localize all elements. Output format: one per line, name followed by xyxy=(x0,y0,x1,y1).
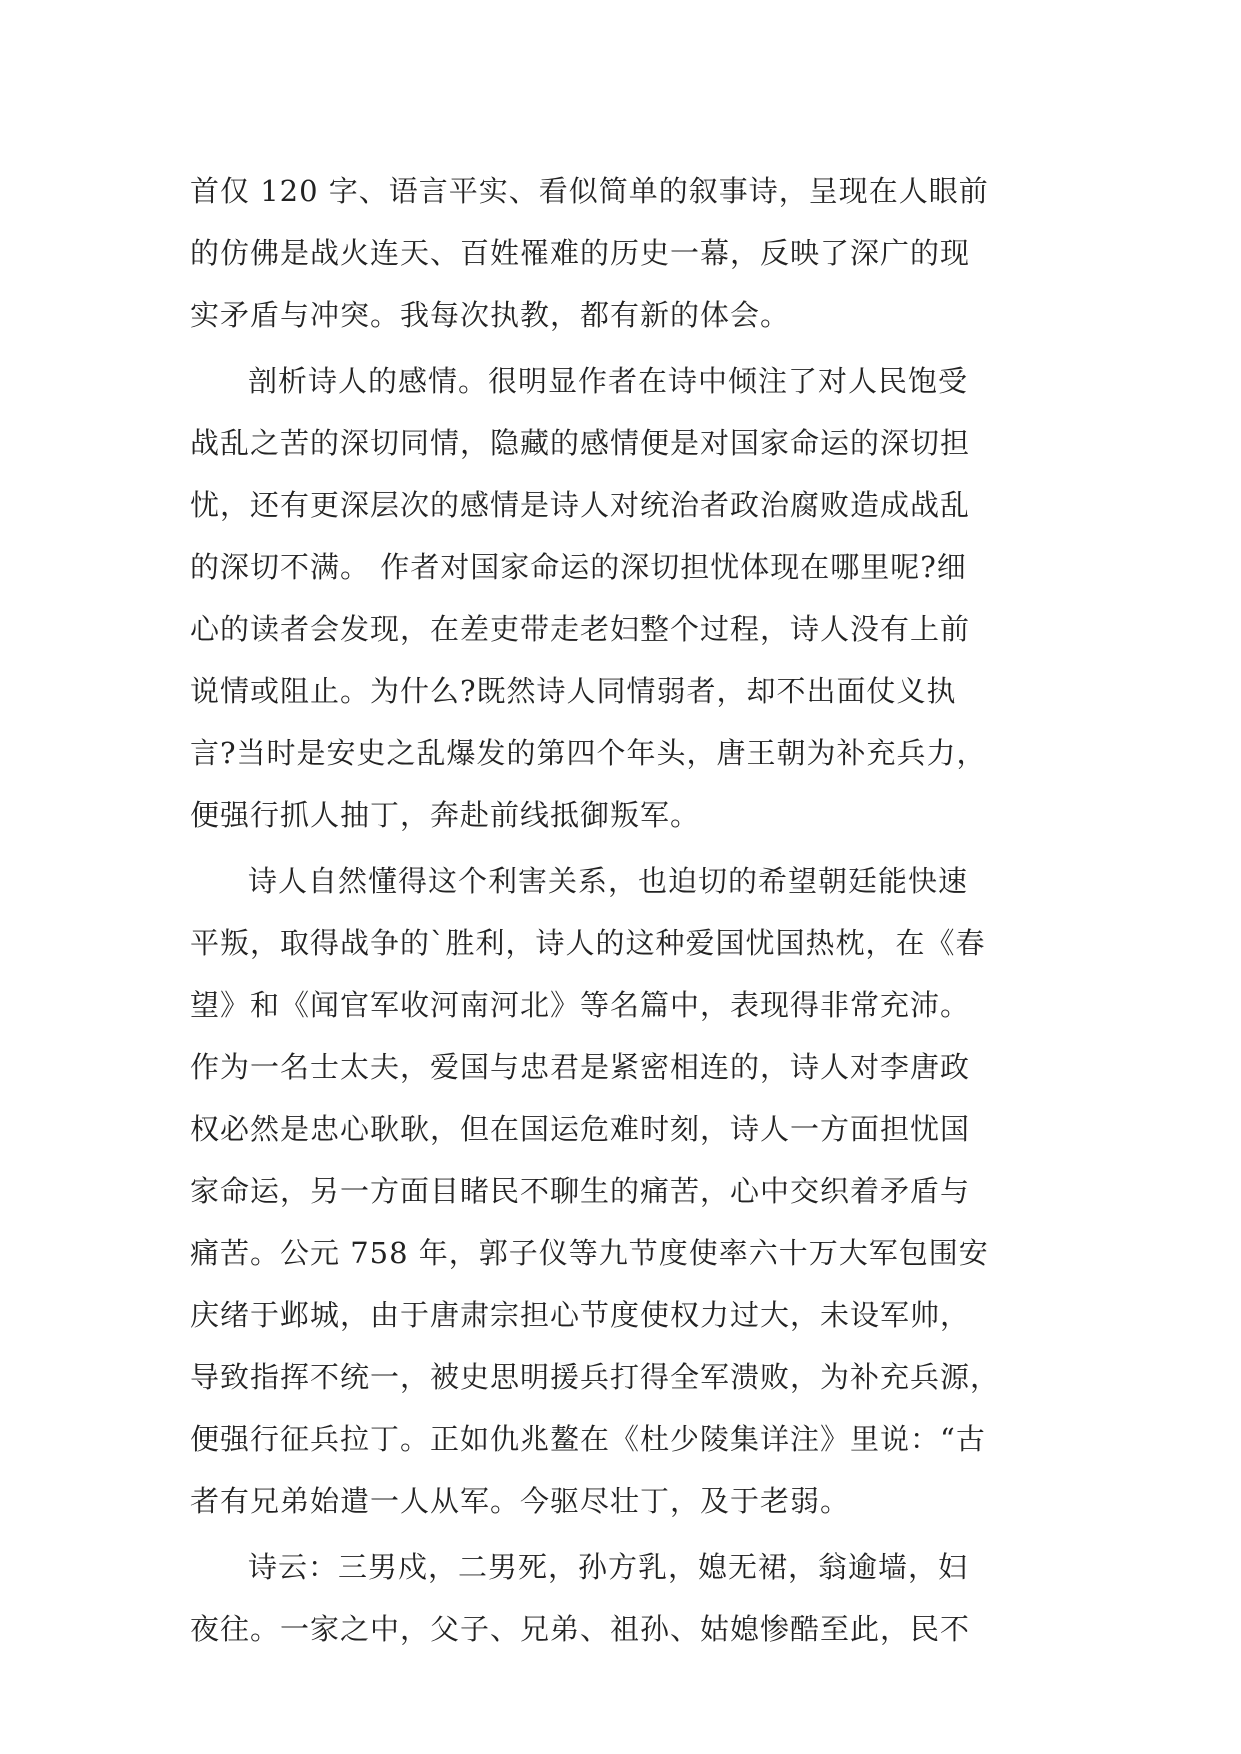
text-line: 言?当时是安史之乱爆发的第四个年头，唐王朝为补充兵力， xyxy=(190,736,987,770)
text-line: 者有兄弟始遣一人从军。今驱尽壮丁，及于老弱。 xyxy=(190,1484,851,1518)
text-line: 望》和《闻官军收河南河北》等名篇中，表现得非常充沛。 xyxy=(190,988,971,1022)
document-body xyxy=(190,160,1050,1660)
text-line: 的深切不满。 作者对国家命运的深切担忧体现在哪里呢?细 xyxy=(190,550,967,584)
paragraph-1 xyxy=(190,160,1050,346)
text-line: 庆绪于邺城，由于唐肃宗担心节度使权力过大，未设军帅， xyxy=(190,1298,971,1332)
text-line: 痛苦。公元 758 年，郭子仪等九节度使率六十万大军包围安 xyxy=(190,1236,989,1270)
text-line: 夜往。一家之中，父子、兄弟、祖孙、姑媳惨酷至此，民不 xyxy=(190,1612,971,1646)
text-line: 剖析诗人的感情。很明显作者在诗中倾注了对人民饱受 xyxy=(248,364,969,398)
text-line: 作为一名士太夫，爱国与忠君是紧密相连的，诗人对李唐政 xyxy=(190,1050,971,1084)
text-line: 平叛，取得战争的`胜利，诗人的这种爱国忧国热枕，在《春 xyxy=(190,926,986,960)
text-line: 导致指挥不统一，被史思明援兵打得全军溃败，为补充兵源， xyxy=(190,1360,1001,1394)
paragraph-2 xyxy=(190,350,1050,846)
text-line: 便强行抓人抽丁，奔赴前线抵御叛军。 xyxy=(190,798,701,832)
paragraph-3 xyxy=(190,850,1050,1532)
text-line: 诗人自然懂得这个利害关系，也迫切的希望朝廷能快速 xyxy=(248,864,969,898)
text-line: 忧，还有更深层次的感情是诗人对统治者政治腐败造成战乱 xyxy=(190,488,971,522)
text-line: 首仅 120 字、语言平实、看似简单的叙事诗，呈现在人眼前 xyxy=(190,174,989,208)
text-line: 实矛盾与冲突。我每次执教，都有新的体会。 xyxy=(190,298,791,332)
paragraph-4 xyxy=(190,1536,1050,1660)
text-line: 心的读者会发现，在差吏带走老妇整个过程，诗人没有上前 xyxy=(190,612,971,646)
text-line: 说情或阻止。为什么?既然诗人同情弱者，却不出面仗义执 xyxy=(190,674,957,708)
text-line: 权必然是忠心耿耿，但在国运危难时刻，诗人一方面担忧国 xyxy=(190,1112,971,1146)
text-line: 便强行征兵拉丁。正如仇兆鳌在《杜少陵集详注》里说：“古 xyxy=(190,1422,986,1456)
text-line: 家命运，另一方面目睹民不聊生的痛苦，心中交织着矛盾与 xyxy=(190,1174,971,1208)
text-line: 的仿佛是战火连天、百姓罹难的历史一幕，反映了深广的现 xyxy=(190,236,971,270)
text-line: 战乱之苦的深切同情，隐藏的感情便是对国家命运的深切担 xyxy=(190,426,971,460)
text-line: 诗云：三男戍，二男死，孙方乳，媳无裙，翁逾墙，妇 xyxy=(248,1550,969,1584)
